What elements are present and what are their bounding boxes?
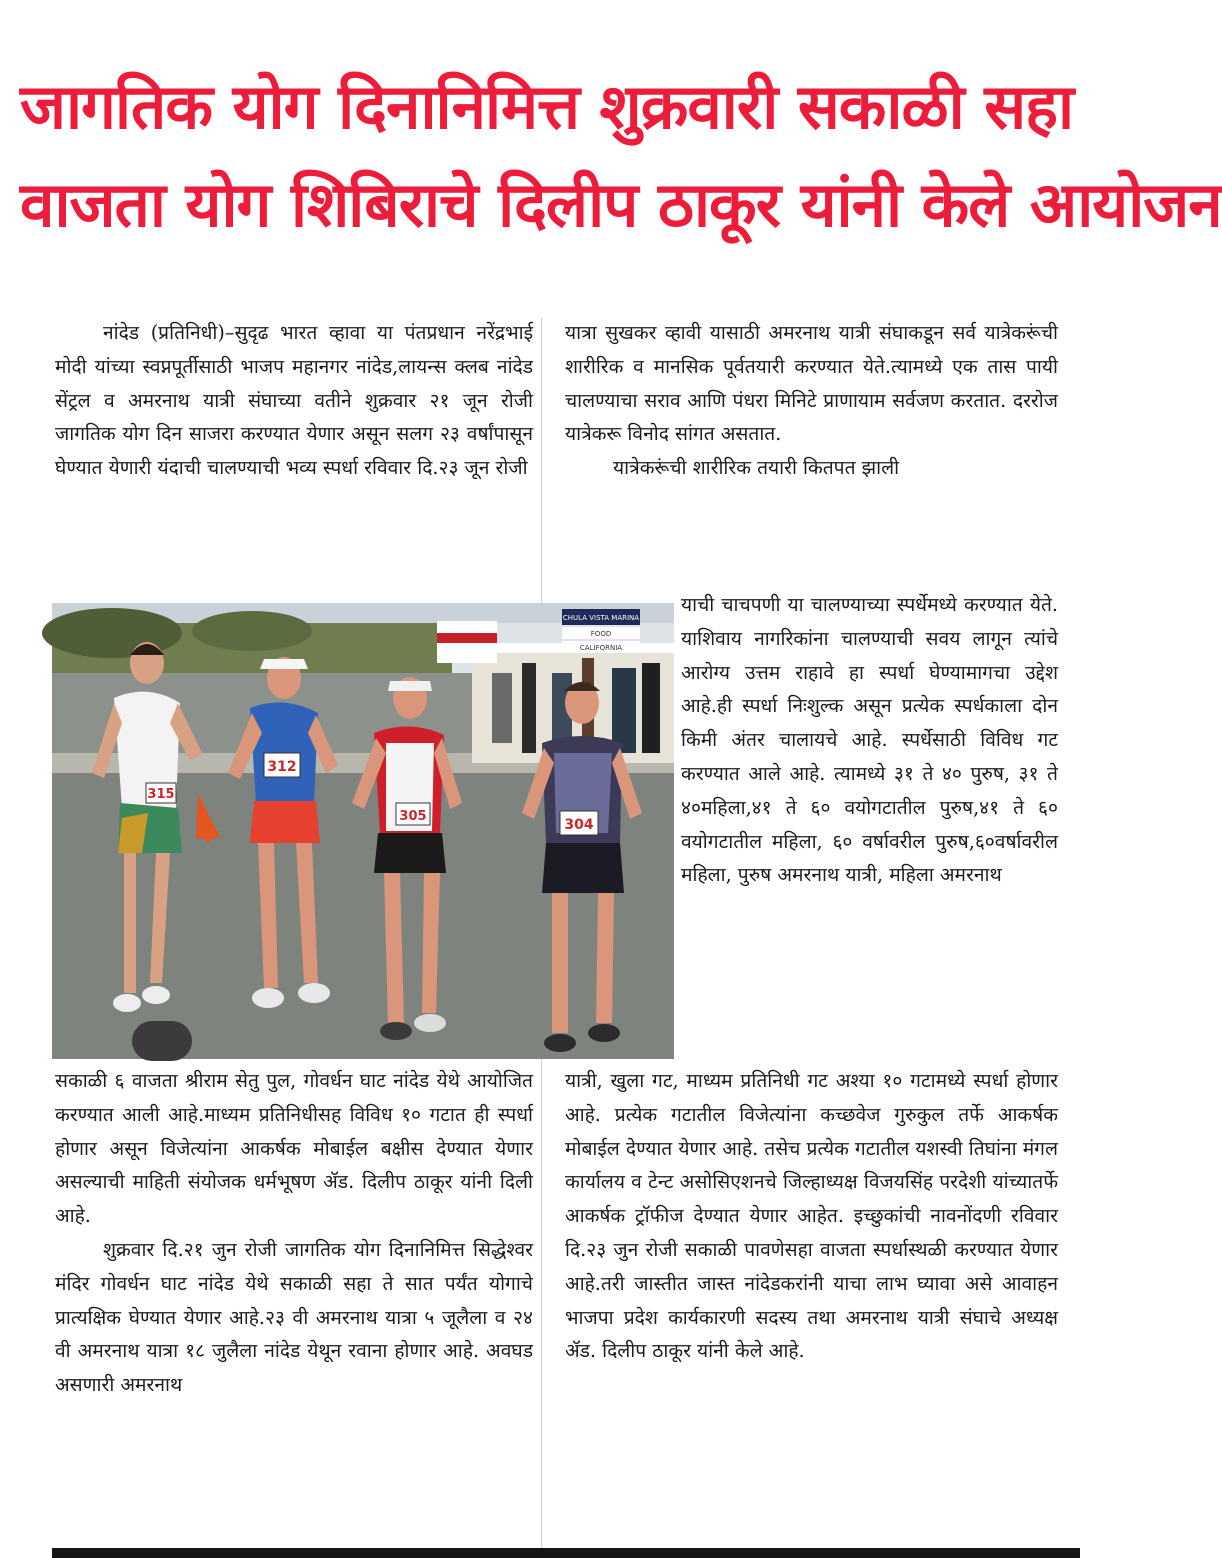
headline	[20, 58, 1222, 254]
article-left-top	[55, 316, 533, 485]
article-left-bottom	[55, 1064, 533, 1402]
photo-illustration	[52, 603, 674, 1059]
paragraph: यात्री, खुला गट, माध्यम प्रतिनिधी गट अश्या १० गटामध्ये स्पर्धा होणार आहे. प्रत्येक गटातील विजेत्यांना कच्छवेज गुरुकुल तर्फे आकर्षक मोबाईल देण्यात येणार आहे. तसेच प्रत्येक गटातील यशस्वी तिघांना मंगल कार्यालय व टेन्ट असोसिएशनचे जिल्हाध्यक्ष विजयसिंह परदेशी यांच्यातर्फे आकर्षक ट्रॉफीज देण्यात येणार आहेत. इच्छुकांची नावनोंदणी रविवार दि.२३ जुन रोजी सकाळी पावणेसहा वाजता स्पर्धास्थळी करण्यात येणार आहे.तरी जास्तीत जास्त नांदेडकरांनी याचा लाभ घ्यावा असे आवाहन भाजपा प्रदेश कार्यकारणी सदस्य तथा अमरनाथ यात्री संघाचे अध्यक्ष ॲड. दिलीप ठाकूर यांनी केले आहे.	[565, 1069, 1058, 1363]
bib-2: 312	[267, 759, 297, 775]
bib-3: 305	[399, 809, 427, 824]
paragraph: सकाळी ६ वाजता श्रीराम सेतु पुल, गोवर्धन घाट नांदेड येथे आयोजित करण्यात आली आहे.माध्यम प्रतिनिधीसह विविध १० गटात ही स्पर्धा होणार असून विजेत्यांना आकर्षक मोबाईल बक्षीस देण्यात येणार असल्याची माहिती संयोजक धर्मभूषण ॲड. दिलीप ठाकूर यांनी दिली आहे.	[55, 1069, 533, 1228]
paragraph: शुक्रवार दि.२१ जुन रोजी जागतिक योग दिनानिमित्त सिद्धेश्वर मंदिर गोवर्धन घाट नांदेड येथे सकाळी सहा ते सात पर्यंत योगाचे प्रात्यक्षिक घेण्यात येणार आहे.२३ वी अमरनाथ यात्रा ५ जूलैला व २४ वी अमरनाथ यात्रा १८ जुलैला नांदेड येथून रवाना होणार आहे. अवघड असणारी अमरनाथ	[55, 1237, 533, 1397]
sign-text-2: FOOD	[590, 630, 612, 638]
paragraph: यात्रा सुखकर व्हावी यासाठी अमरनाथ यात्री संघाकडून सर्व यात्रेकरूंची शारीरिक व मानसिक पूर्वतयारी करण्यात येते.त्यामध्ये एक तास पायी चालण्याचा सराव आणि पंधरा मिनिटे प्राणायाम सर्वजण करतात. दररोज यात्रेकरू विनोद सांगत असतात.	[565, 321, 1058, 446]
headline-line-1: जागतिक योग दिनानिमित्त शुक्रवारी सकाळी सहा	[20, 70, 1074, 143]
paragraph: नांदेड (प्रतिनिधी)–सुदृढ भारत व्हावा या पंतप्रधान नरेंद्रभाई मोदी यांच्या स्वप्नपूर्तीसाठी भाजप महानगर नांदेड,लायन्स क्लब नांदेड सेंट्रल व अमरनाथ यात्री संघाच्या वतीने शुक्रवार २१ जून रोजी जागतिक योग दिन साजरा करण्यात येणार असून सलग २३ वर्षांपासून घेण्यात येणारी यंदाची चालण्याची भव्य स्पर्धा रविवार दि.२३ जून रोजी	[55, 321, 533, 480]
article-right-top	[565, 316, 1058, 485]
bottom-border	[52, 1548, 1080, 1558]
paragraph: याची चाचपणी या चालण्याच्या स्पर्धेमध्ये करण्यात येते. याशिवाय नागरिकांना चालण्याची सवय लागून त्यांचे आरोग्य उत्तम राहावे हा स्पर्धा घेण्यामागचा उद्देश आहे.ही स्पर्धा निःशुल्क असून प्रत्येक स्पर्धकाला दोन किमी अंतर चालायचे आहे. स्पर्धेसाठी विविध गट करण्यात आले आहे. त्यामध्ये ३१ ते ४० पुरुष, ३१ ते ४०महिला,४१ ते ६० वयोगटातील पुरुष,४१ ते ६० वयोगटातील महिला, ६० वर्षावरील पुरुष,६०वर्षावरील महिला, पुरुष अमरनाथ यात्री, महिला अमरनाथ	[681, 593, 1058, 887]
bib-1: 315	[147, 787, 175, 802]
bib-4: 304	[564, 817, 594, 833]
photo-overlay-dot	[132, 1021, 192, 1061]
sign-text-3: CALIFORNIA	[579, 644, 623, 652]
headline-line-2: वाजता योग शिबिराचे दिलीप ठाकूर यांनी केले आयोजन	[20, 168, 1222, 241]
article-right-bottom	[565, 1064, 1058, 1368]
article-right-middle	[681, 588, 1058, 892]
sign-text-1: CHULA VISTA MARINA	[562, 614, 640, 622]
race-walking-photo	[52, 603, 674, 1059]
paragraph: यात्रेकरूंची शारीरिक तयारी कितपत झाली	[613, 456, 900, 480]
